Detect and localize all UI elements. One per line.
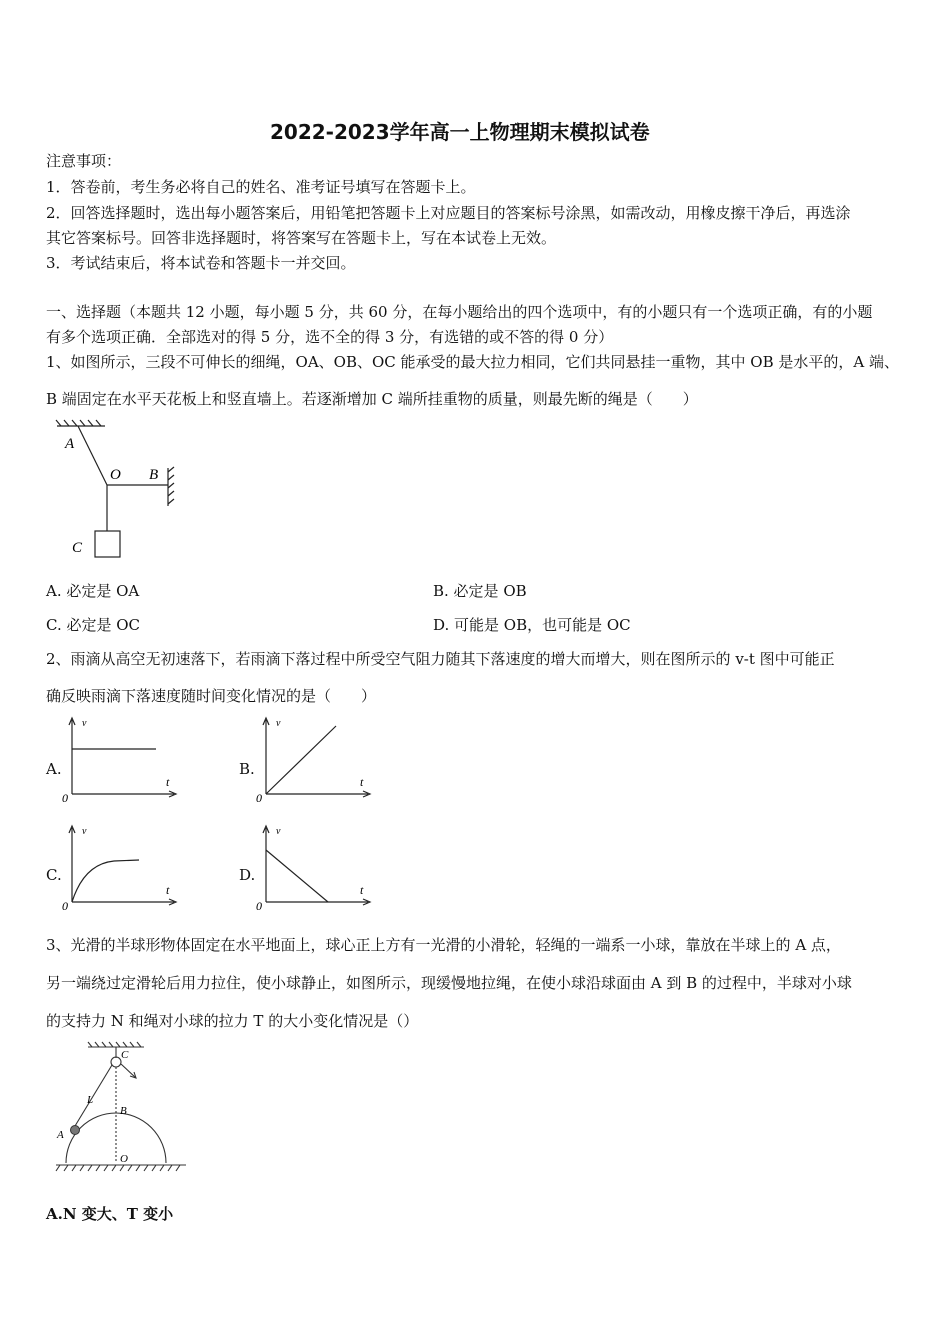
q3-ball bbox=[71, 1126, 80, 1135]
section-heading-line-2: 有多个选项正确．全部选对的得 5 分，选不全的得 3 分，有选错的或不答的得 0 分） bbox=[46, 328, 614, 346]
q3-label-o: O bbox=[120, 1153, 128, 1165]
q2-b-axis-t: t bbox=[360, 775, 364, 789]
q1-label-c: C bbox=[72, 540, 83, 556]
q3-label-c: C bbox=[121, 1049, 129, 1061]
notice-item-2-line-2: 其它答案标号。回答非选择题时，将答案写在答题卡上，写在本试卷上无效。 bbox=[46, 229, 557, 247]
q2-option-b-label[interactable]: B. bbox=[239, 760, 255, 778]
q2-graph-c[interactable] bbox=[62, 822, 182, 912]
q2-a-axis-v: v bbox=[82, 718, 87, 729]
q2-d-axis-v: v bbox=[276, 826, 281, 837]
q2-graph-a[interactable] bbox=[62, 714, 182, 804]
q3-label-a: A bbox=[57, 1129, 64, 1141]
q2-option-a-label[interactable]: A. bbox=[46, 760, 62, 778]
q2-option-c-label[interactable]: C. bbox=[46, 866, 62, 884]
q2-b-origin: 0 bbox=[256, 791, 262, 805]
q3-label-b: B bbox=[120, 1105, 127, 1117]
q2-a-origin: 0 bbox=[62, 791, 68, 805]
q2-a-axis-t: t bbox=[166, 775, 170, 789]
q1-option-a[interactable]: A. 必定是 OA bbox=[46, 582, 140, 600]
q1-label-a: A bbox=[65, 436, 75, 452]
notice-item-3: 3．考试结束后，将本试卷和答题卡一并交回。 bbox=[46, 254, 356, 272]
q2-graph-d[interactable] bbox=[256, 822, 376, 912]
question-3-line-3: 的支持力 N 和绳对小球的拉力 T 的大小变化情况是（） bbox=[46, 1012, 419, 1030]
question-2-line-1: 2、雨滴从高空无初速落下，若雨滴下落过程中所受空气阻力随其下落速度的增大而增大，则在图所示的 v-t 图中可能正 bbox=[46, 650, 835, 668]
q2-option-d-label[interactable]: D. bbox=[239, 866, 256, 884]
question-3-line-2: 另一端绕过定滑轮后用力拉住，使小球静止，如图所示，现缓慢地拉绳，在使小球沿球面由 A 到 B 的过程中，半球对小球 bbox=[46, 974, 852, 992]
q1-label-o: O bbox=[110, 467, 121, 483]
q1-option-c[interactable]: C. 必定是 OC bbox=[46, 616, 141, 634]
q2-d-axis-t: t bbox=[360, 883, 364, 897]
question-1-line-1: 1、如图所示，三段不可伸长的细绳，OA、OB、OC 能承受的最大拉力相同，它们共同悬挂一重物，其中 OB 是水平的，A 端、 bbox=[46, 353, 899, 371]
question-3-line-1: 3、光滑的半球形物体固定在水平地面上，球心正上方有一光滑的小滑轮，轻绳的一端系一小球，靠放在半球上的 A 点， bbox=[46, 936, 841, 954]
q2-c-axis-t: t bbox=[166, 883, 170, 897]
question-2-line-2: 确反映雨滴下落速度随时间变化情况的是（ ） bbox=[46, 687, 377, 705]
q1-rope-diagram bbox=[55, 418, 195, 568]
q2-graph-b[interactable] bbox=[256, 714, 376, 804]
q3-label-l: L bbox=[87, 1094, 94, 1106]
question-1-line-2: B 端固定在水平天花板上和竖直墙上。若逐渐增加 C 端所挂重物的质量，则最先断的绳是（ ） bbox=[46, 390, 698, 408]
q2-c-origin: 0 bbox=[62, 899, 68, 913]
notice-heading: 注意事项： bbox=[46, 152, 122, 170]
q1-option-d[interactable]: D. 可能是 OB，也可能是 OC bbox=[433, 616, 631, 634]
page-title: 2022-2023学年高一上物理期末模拟试卷 bbox=[270, 120, 650, 144]
q1-option-b[interactable]: B. 必定是 OB bbox=[433, 582, 527, 600]
section-heading-line-1: 一、选择题（本题共 12 小题，每小题 5 分，共 60 分，在每小题给出的四个选项中，有的小题只有一个选项正确，有的小题 bbox=[46, 303, 873, 321]
q2-b-axis-v: v bbox=[276, 718, 281, 729]
q2-c-axis-v: v bbox=[82, 826, 87, 837]
notice-item-1: 1．答卷前，考生务必将自己的姓名、准考证号填写在答题卡上。 bbox=[46, 178, 476, 196]
q3-hemisphere-diagram bbox=[52, 1040, 192, 1175]
notice-item-2-line-1: 2．回答选择题时，选出每小题答案后，用铅笔把答题卡上对应题目的答案标号涂黑，如需改动，用橡皮擦干净后，再选涂 bbox=[46, 204, 851, 222]
q2-d-origin: 0 bbox=[256, 899, 262, 913]
q1-label-b: B bbox=[149, 467, 159, 483]
q3-option-a[interactable]: A.N 变大、T 变小 bbox=[46, 1205, 174, 1223]
